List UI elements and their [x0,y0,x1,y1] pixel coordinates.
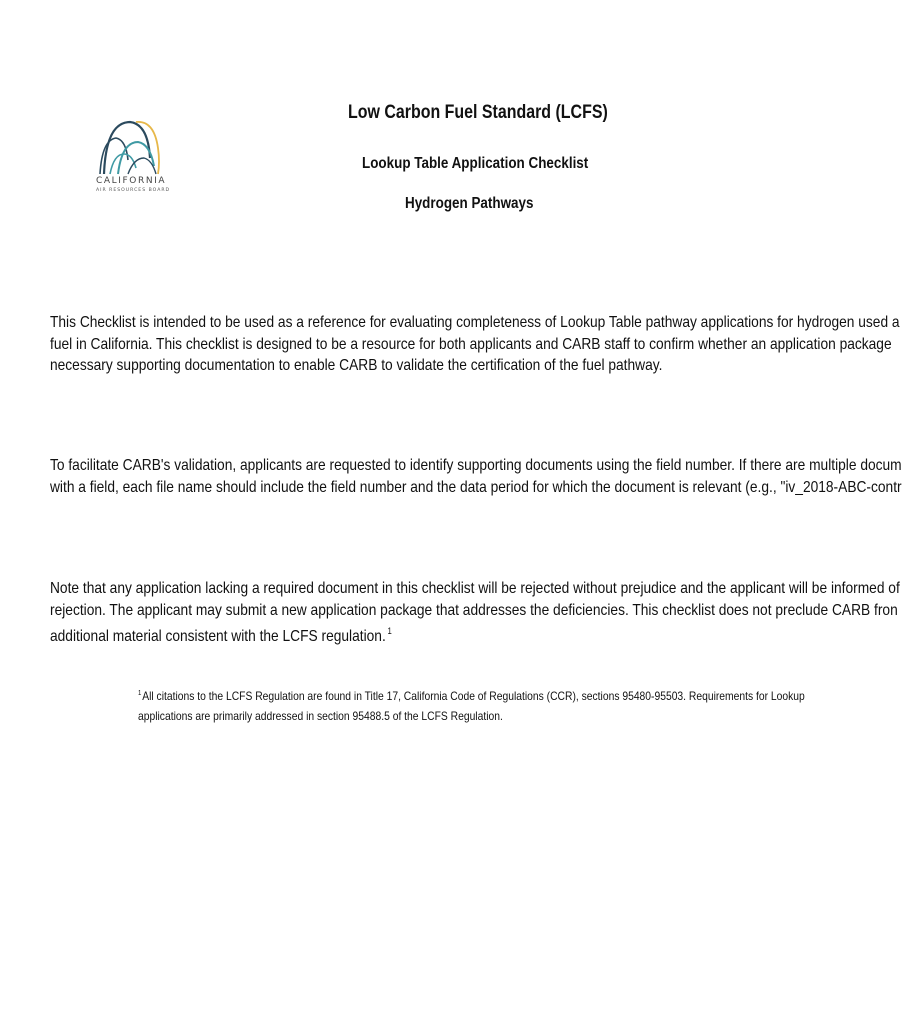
rejection-paragraph [50,578,900,648]
footnote-line [138,684,805,706]
paragraph-line: with a field, each file name should include the field number and the data period for which the document is relevant (e.g., "iv_2018-ABC-contr [50,478,902,496]
page-subtitle: Lookup Table Application Checklist [362,155,589,172]
page-subtitle-pathways: Hydrogen Pathways [405,195,534,212]
intro-paragraph [50,312,900,377]
logo-subtitle: AIR RESOURCES BOARD [96,188,171,193]
paragraph-line: Note that any application lacking a required document in this checklist will be rejected without prejudice and the applicant will be informed of [50,580,900,597]
paragraph-line [50,621,790,648]
paragraph-line: fuel in California. This checklist is designed to be a resource for both applicants and CARB staff to confirm whether an application package [50,335,892,353]
footnote-line: applications are primarily addressed in section 95488.5 of the LCFS Regulation. [138,709,503,723]
paragraph-line: This Checklist is intended to be used as a reference for evaluating completeness of Lookup Table pathway applications for hydrogen used a [50,314,900,331]
footnote [138,684,805,726]
arcs-logo-icon [98,118,160,176]
logo-name: CALIFORNIA [96,176,167,186]
footnote-reference: 1 [387,626,392,636]
page-title: Low Carbon Fuel Standard (LCFS) [348,102,608,123]
footnote-text: All citations to the LCFS Regulation are found in Title 17, California Code of Regulations (CCR), sections 95480-95503. Requirements for Lookup [142,689,805,703]
footnote-marker: 1 [138,690,142,697]
paragraph-line-text: additional material consistent with the LCFS regulation. [50,628,386,645]
validation-paragraph [50,455,902,498]
paragraph-line: rejection. The applicant may submit a new application package that addresses the deficiencies. This checklist does not preclude CARB fron [50,601,898,619]
carb-logo [94,118,171,200]
paragraph-line: To facilitate CARB's validation, applicants are requested to identify supporting documents using the field number. If there are multiple docum [50,457,902,474]
paragraph-line: necessary supporting documentation to enable CARB to validate the certification of the fuel pathway. [50,357,663,374]
